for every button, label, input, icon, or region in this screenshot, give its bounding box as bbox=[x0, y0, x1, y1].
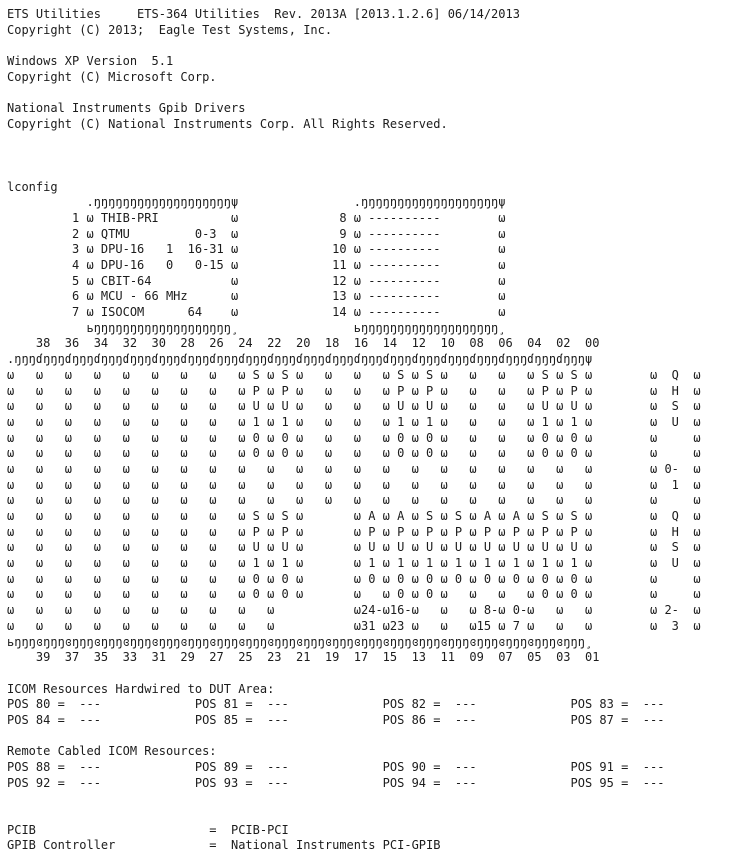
blank-line bbox=[7, 164, 734, 180]
gpib-controller-line: GPIB Controller = National Instruments PCI-GPIB bbox=[7, 838, 441, 853]
gpib-copyright-line: Copyright (C) National Instruments Corp. All Rights Reserved. bbox=[7, 116, 448, 131]
matrix-top-pin-labels: 38 36 34 32 30 28 26 24 22 20 18 16 14 12 10 08 06 04 02 00 bbox=[7, 336, 600, 351]
blank-line bbox=[7, 85, 734, 101]
slot-row: 1 ω THIB-PRI ω 8 ω ---------- ω bbox=[7, 210, 506, 225]
matrix-row: ω ω ω ω ω ω ω ω ω S ω S ω ω A ω A ω S ω S ω A ω A ω S ω S ω ω Q ω bbox=[7, 509, 701, 523]
matrix-top-border: .ŋŋŋɗŋŋŋɗŋŋŋɗŋŋŋɗŋŋŋɗŋŋŋɗŋŋŋɗŋŋŋɗŋŋŋɗŋŋŋɗŋŋŋɗŋŋŋɗŋŋŋɗŋŋŋɗŋŋŋɗŋŋŋɗŋŋŋɗŋŋŋɗŋŋŋɗŋŋŋψ bbox=[7, 352, 593, 367]
matrix-row: ω ω ω ω ω ω ω ω ω ω ω24-ω16-ω ω ω 8-ω 0-ω ω ω ω 2- ω bbox=[7, 603, 701, 618]
matrix-row: ω ω ω ω ω ω ω ω ω 0 ω 0 ω ω 0 ω 0 ω 0 ω 0 ω 0 ω 0 ω 0 ω 0 ω ω ω bbox=[7, 571, 701, 586]
matrix-row: ω ω ω ω ω ω ω ω ω 0 ω 0 ω ω ω 0 ω 0 ω ω ω ω 0 ω 0 ω ω ω bbox=[7, 587, 701, 602]
pcib-interface-line: PCIB = PCIB-PCI bbox=[7, 822, 289, 837]
banner-copyright-line: Copyright (C) 2013; Eagle Test Systems, Inc. bbox=[7, 22, 333, 37]
matrix-row: ω ω ω ω ω ω ω ω ω 0 ω 0 ω ω ω ω 0 ω 0 ω ω ω ω 0 ω 0 ω ω ω bbox=[7, 446, 701, 461]
icom-hardwired-heading: ICOM Resources Hardwired to DUT Area: bbox=[7, 681, 275, 696]
banner-title-line: ETS Utilities ETS-364 Utilities Rev. 2013A [2013.1.2.6] 06/14/2013 bbox=[7, 7, 520, 21]
blank-line bbox=[7, 807, 734, 823]
blank-line bbox=[7, 133, 734, 149]
blank-line bbox=[7, 791, 734, 807]
os-version-line: Windows XP Version 5.1 bbox=[7, 54, 174, 69]
matrix-row: ω ω ω ω ω ω ω ω ω 1 ω 1 ω ω 1 ω 1 ω 1 ω 1 ω 1 ω 1 ω 1 ω 1 ω ω U ω bbox=[7, 556, 701, 571]
blank-line bbox=[7, 38, 734, 54]
matrix-row: ω ω ω ω ω ω ω ω ω 0 ω 0 ω ω ω ω 0 ω 0 ω ω ω ω 0 ω 0 ω ω ω bbox=[7, 430, 701, 445]
icom-pos-row: POS 88 = --- POS 89 = --- POS 90 = --- POS 91 = --- bbox=[7, 760, 665, 774]
matrix-row: ω ω ω ω ω ω ω ω ω ω ω31 ω23 ω ω ω15 ω 7 ω ω ω ω 3 ω bbox=[7, 618, 701, 633]
slot-row: 6 ω MCU - 66 MHz ω 13 ω ---------- ω bbox=[7, 289, 506, 304]
icom-pos-row: POS 84 = --- POS 85 = --- POS 86 = --- POS 87 = --- bbox=[7, 712, 665, 727]
matrix-row: ω ω ω ω ω ω ω ω ω P ω P ω ω ω ω P ω P ω ω ω ω P ω P ω ω H ω bbox=[7, 383, 701, 398]
slot-row: 5 ω CBIT-64 ω 12 ω ---------- ω bbox=[7, 273, 506, 288]
blank-line bbox=[7, 148, 734, 164]
os-copyright-line: Copyright (C) Microsoft Corp. bbox=[7, 69, 217, 84]
slot-row: 2 ω QTMU 0-3 ω 9 ω ---------- ω bbox=[7, 226, 506, 241]
icom-remote-heading: Remote Cabled ICOM Resources: bbox=[7, 744, 217, 759]
icom-pos-row: POS 80 = --- POS 81 = --- POS 82 = --- POS 83 = --- bbox=[7, 697, 665, 712]
slot-row: 7 ω ISOCOM 64 ω 14 ω ---------- ω bbox=[7, 305, 506, 320]
matrix-row: ω ω ω ω ω ω ω ω ω ω ω ω ω ω ω ω ω ω ω ω ω ω 1 ω bbox=[7, 477, 701, 492]
matrix-bottom-pin-labels: 39 37 35 33 31 29 27 25 23 21 19 17 15 13 11 09 07 05 03 01 bbox=[7, 650, 600, 665]
command-lconfig: lconfig bbox=[7, 179, 58, 194]
slot-box-top-border: .ŋŋŋŋŋŋŋŋŋŋŋŋŋŋŋŋŋŋŋψ .ŋŋŋŋŋŋŋŋŋŋŋŋŋŋŋŋŋŋŋψ bbox=[7, 195, 506, 210]
slot-row: 3 ω DPU-16 1 16-31 ω 10 ω ---------- ω bbox=[7, 242, 506, 257]
matrix-row: ω ω ω ω ω ω ω ω ω U ω U ω ω U ω U ω U ω U ω U ω U ω U ω U ω ω S ω bbox=[7, 540, 701, 555]
matrix-row: ω ω ω ω ω ω ω ω ω ω ω ω ω ω ω ω ω ω ω ω ω ω ω bbox=[7, 493, 701, 508]
matrix-row: ω ω ω ω ω ω ω ω ω U ω U ω ω ω ω U ω U ω ω ω ω U ω U ω ω S ω bbox=[7, 399, 701, 414]
matrix-row: ω ω ω ω ω ω ω ω ω S ω S ω ω ω ω S ω S ω ω ω ω S ω S ω ω Q ω bbox=[7, 367, 701, 382]
blank-line bbox=[7, 666, 734, 682]
slot-row: 4 ω DPU-16 0 0-15 ω 11 ω ---------- ω bbox=[7, 258, 506, 272]
matrix-row: ω ω ω ω ω ω ω ω ω 1 ω 1 ω ω ω ω 1 ω 1 ω ω ω ω 1 ω 1 ω ω U ω bbox=[7, 414, 701, 429]
gpib-driver-line: National Instruments Gpib Drivers bbox=[7, 101, 246, 116]
matrix-row: ω ω ω ω ω ω ω ω ω P ω P ω ω P ω P ω P ω P ω P ω P ω P ω P ω ω H ω bbox=[7, 524, 701, 539]
slot-box-bottom-border: ьŋŋŋŋŋŋŋŋŋŋŋŋŋŋŋŋŋŋŋ¸ ьŋŋŋŋŋŋŋŋŋŋŋŋŋŋŋŋŋŋŋ¸ bbox=[7, 320, 506, 335]
blank-line bbox=[7, 729, 734, 745]
matrix-bottom-border: ьŋŋŋɞŋŋŋɞŋŋŋɞŋŋŋɞŋŋŋɞŋŋŋɞŋŋŋɞŋŋŋɞŋŋŋɞŋŋŋɞŋŋŋɞŋŋŋɞŋŋŋɞŋŋŋɞŋŋŋɞŋŋŋɞŋŋŋɞŋŋŋɞŋŋŋɞŋŋŋ¸ bbox=[7, 634, 593, 649]
icom-pos-row: POS 92 = --- POS 93 = --- POS 94 = --- POS 95 = --- bbox=[7, 775, 665, 790]
matrix-row: ω ω ω ω ω ω ω ω ω ω ω ω ω ω ω ω ω ω ω ω ω ω 0- ω bbox=[7, 461, 701, 476]
